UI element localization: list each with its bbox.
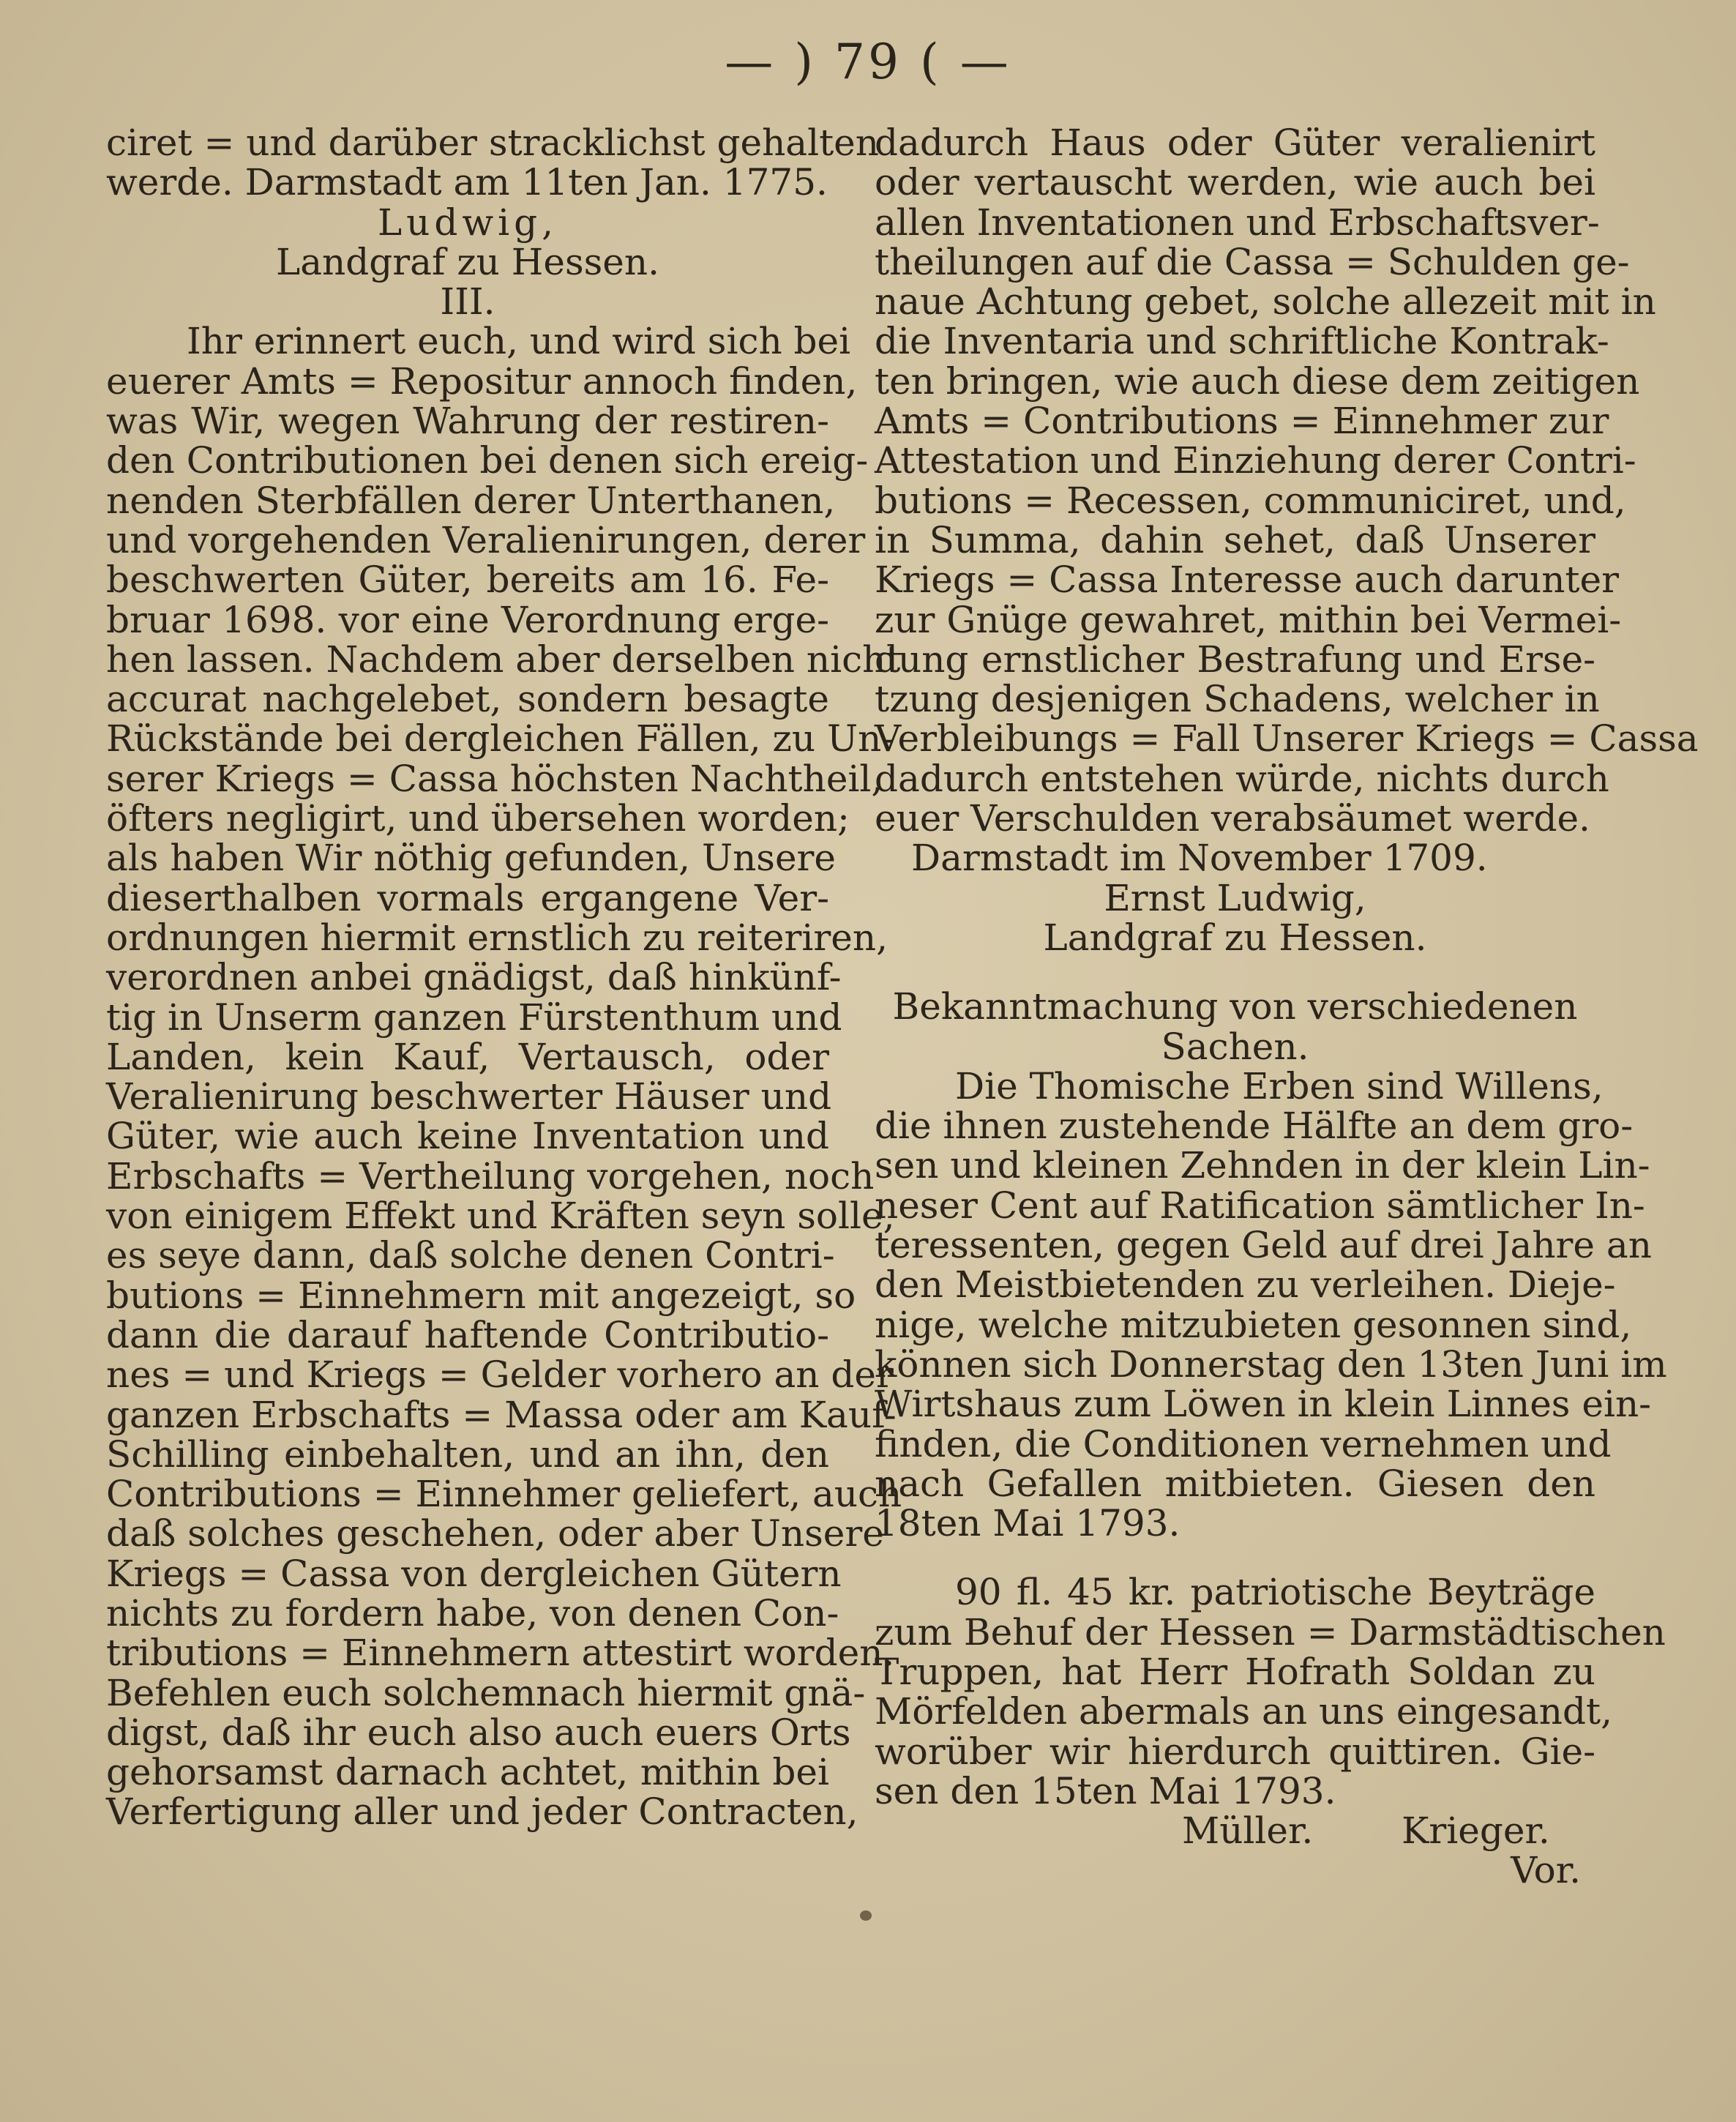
text-line: tig in Unserm ganzen Fürstenthum und [106, 995, 842, 1039]
text-line: 90 fl. 45 kr. patriotische Beyträge [955, 1571, 1595, 1614]
text-line: Verfertigung aller und jeder Contracten, [106, 1790, 858, 1834]
text-line: Veralienirung beschwerter Häuser und [106, 1075, 832, 1118]
date-line: Darmstadt im November 1709. [911, 837, 1488, 880]
text-line: ganzen Erbschafts = Massa oder am Kauf- [106, 1393, 897, 1436]
text-line: Landen, kein Kauf, Vertausch, oder [106, 1035, 829, 1078]
text-line: tributions = Einnehmern attestirt worden. [106, 1632, 895, 1675]
text-line: nach Gefallen mitbieten. Giesen den [875, 1462, 1595, 1505]
text-line: Die Thomische Erben sind Willens, [955, 1064, 1604, 1107]
catchword: Vor. [1511, 1849, 1581, 1892]
text-line: Amts = Contributions = Einnehmer zur [875, 400, 1609, 443]
signature-name: Ludwig, [377, 201, 558, 244]
decree-continuation [875, 122, 1699, 840]
text-line: digst, daß ihr euch also auch euers Orts [106, 1711, 851, 1754]
text-line: theilungen auf die Cassa = Schulden ge- [875, 240, 1630, 283]
text-line: Mörfelden abermals an uns eingesandt, [875, 1690, 1612, 1733]
section-number: III. [440, 280, 495, 324]
announcement-heading: Sachen. [1161, 1025, 1309, 1068]
text-line: dieserthalben vormals ergangene Ver- [106, 876, 829, 919]
text-line: butions = Einnehmern mit angezeigt, so [106, 1274, 856, 1317]
text-line: nenden Sterbfällen derer Unterthanen, [106, 479, 836, 522]
text-line: 18ten Mai 1793. [875, 1502, 1181, 1545]
donation-notice [875, 1571, 1666, 1812]
left-column [106, 122, 902, 1834]
text-line: öfters negligirt, und übersehen worden; [106, 797, 850, 840]
announcement-heading: Bekanntmachung von verschiedenen [892, 985, 1578, 1028]
text-line: beschwerten Güter, bereits am 16. Fe- [106, 558, 829, 602]
text-line: ten bringen, wie auch diese dem zeitigen [875, 359, 1640, 403]
text-line: Befehlen euch solchemnach hiermit gnä- [106, 1671, 866, 1714]
text-line: ordnungen hiermit ernstlich zu reiteriren, [106, 916, 888, 959]
text-line: sen und kleinen Zehnden in der klein Lin- [875, 1144, 1650, 1187]
text-line: gehorsamst darnach achtet, mithin bei [106, 1751, 829, 1794]
text-line: euerer Amts = Repositur annoch finden, [106, 359, 858, 403]
text-line: teressenten, gegen Geld auf drei Jahre an [875, 1224, 1652, 1267]
ink-stain [860, 1910, 872, 1921]
signers [875, 1809, 1595, 1853]
signature-name: Ernst Ludwig, [1104, 876, 1366, 919]
text-line: sen den 15ten Mai 1793. [875, 1769, 1336, 1812]
text-line: von einigem Effekt und Kräften seyn solle, [106, 1195, 895, 1238]
text-line: ciret = und darüber stracklichst gehalten [106, 122, 879, 164]
signature-title: Landgraf zu Hessen. [1043, 916, 1427, 959]
text-line: zur Gnüge gewahret, mithin bei Vermei- [875, 598, 1622, 641]
text-line: Attestation und Einziehung derer Contri- [875, 439, 1636, 482]
text-line: werde. Darmstadt am 11ten Jan. 1775. [106, 161, 828, 204]
text-line: Güter, wie auch keine Inventation und [106, 1115, 829, 1158]
text-line: serer Kriegs = Cassa höchsten Nachtheil, [106, 757, 883, 800]
text-line: neser Cent auf Ratification sämtlicher In- [875, 1184, 1645, 1227]
signature-title: Landgraf zu Hessen. [276, 240, 659, 283]
text-line: worüber wir hierdurch quittiren. Gie- [875, 1730, 1595, 1773]
signer-name: Krieger. [1402, 1809, 1550, 1853]
text-line: butions = Recessen, communiciret, und, [875, 479, 1626, 522]
text-line: Contributions = Einnehmer geliefert, auch [106, 1473, 902, 1516]
text-line: zum Behuf der Hessen = Darmstädtischen [875, 1610, 1666, 1654]
text-line: accurat nachgelebet, sondern besagte [106, 678, 829, 721]
page-header: — ) 79 ( — [725, 34, 1011, 90]
text-line: nige, welche mitzubieten gesonnen sind, [875, 1303, 1632, 1346]
text-line: hen lassen. Nachdem aber derselben nicht [106, 638, 901, 681]
text-line: Rückstände bei dergleichen Fällen, zu Un- [106, 717, 894, 761]
text-line: nes = und Kriegs = Gelder vorhero an der [106, 1353, 894, 1397]
text-line: Verbleibungs = Fall Unserer Kriegs = Cassa [875, 717, 1699, 761]
text-line: dadurch entstehen würde, nichts durch [875, 757, 1609, 800]
text-line: verordnen anbei gnädigst, daß hinkünf- [106, 956, 842, 999]
signer-name: Müller. [1182, 1809, 1314, 1853]
text-line: können sich Donnerstag den 13ten Juni im [875, 1342, 1667, 1386]
text-line: euer Verschulden verabsäumet werde. [875, 797, 1590, 840]
text-line: die ihnen zustehende Hälfte an dem gro- [875, 1105, 1634, 1148]
text-line: allen Inventationen und Erbschaftsver- [875, 201, 1600, 244]
text-line: Truppen, hat Herr Hofrath Soldan zu [875, 1650, 1595, 1693]
text-line: den Meistbietenden zu verleihen. Dieje- [875, 1263, 1616, 1307]
text-line: bruar 1698. vor eine Verordnung erge- [106, 598, 829, 641]
text-line: es seye dann, daß solche denen Contri- [106, 1234, 835, 1277]
text-line: finden, die Conditionen vernehmen und [875, 1422, 1612, 1465]
text-line: Wirtshaus zum Löwen in klein Linnes ein- [875, 1383, 1652, 1426]
text-line: daß solches geschehen, oder aber Unsere [106, 1512, 884, 1555]
text-line: den Contributionen bei denen sich ereig- [106, 439, 869, 482]
text-line: Kriegs = Cassa Interesse auch darunter [875, 558, 1620, 602]
text-line: als haben Wir nöthig gefunden, Unsere [106, 837, 837, 880]
text-line: in Summa, dahin sehet, daß Unserer [875, 518, 1595, 561]
text-line: dung ernstlicher Bestrafung und Erse- [875, 638, 1595, 681]
text-line: und vorgehenden Veralienirungen, derer [106, 518, 866, 561]
text-line: Ihr erinnert euch, und wird sich bei [187, 320, 851, 363]
text-line: Schilling einbehalten, und an ihn, den [106, 1432, 829, 1476]
decree-body [106, 320, 902, 1834]
text-line: dadurch Haus oder Güter veralienirt [875, 122, 1595, 164]
announcement-body [875, 1064, 1667, 1545]
text-line: die Inventaria und schriftliche Kontrak- [875, 320, 1609, 363]
text-line: Kriegs = Cassa von dergleichen Gütern [106, 1552, 842, 1595]
text-line: oder vertauscht werden, wie auch bei [875, 161, 1595, 204]
text-line: nichts zu fordern habe, von denen Con- [106, 1591, 839, 1635]
text-line: tzung desjenigen Schadens, welcher in [875, 678, 1600, 721]
text-line: dann die darauf haftende Contributio- [106, 1313, 829, 1356]
text-line: was Wir, wegen Wahrung der restiren- [106, 400, 829, 443]
text-line: Erbschafts = Vertheilung vorgehen, noch [106, 1154, 875, 1198]
right-column [875, 122, 1699, 1892]
text-line: naue Achtung gebet, solche allezeit mit in [875, 280, 1656, 324]
